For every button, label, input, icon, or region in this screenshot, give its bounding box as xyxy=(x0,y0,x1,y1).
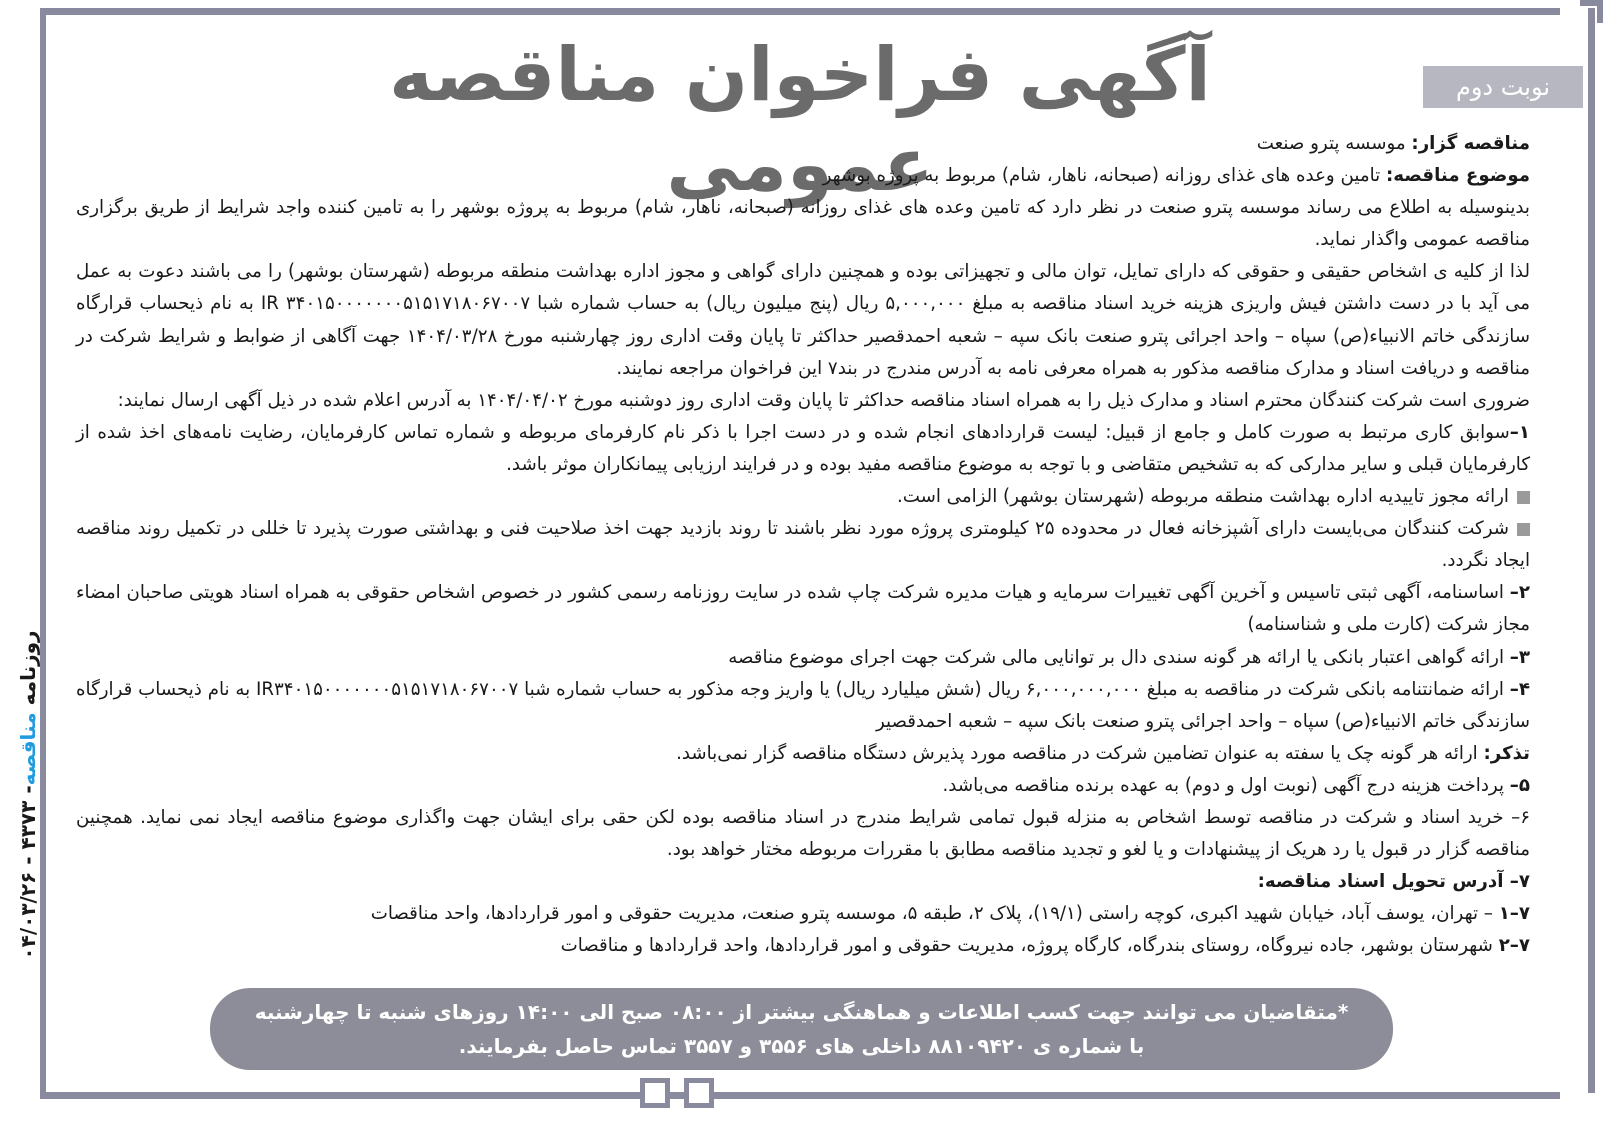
note-line xyxy=(76,738,1530,770)
address-2-number: ۷–۲ xyxy=(1498,935,1530,957)
item-4-number: ۴– xyxy=(1509,678,1530,700)
item-1 xyxy=(76,417,1530,481)
tender-organizer-value: موسسه پترو صنعت xyxy=(1256,133,1412,154)
footer-line-1: *متقاضیان می توانند جهت کسب اطلاعات و هماهنگی بیشتر از ۰۸:۰۰ صبح الی ۱۴:۰۰ روزهای شنبه تا چهارشنبه xyxy=(254,1000,1349,1024)
address-1-text: – تهران، یوسف آباد، خیابان شهید اکبری، کوچه راستی (۱۹/۱)، پلاک ۲، طبقه ۵، موسسه پترو صنعت، مدیریت حقوقی و امور قراردادها، واحد مناقصات xyxy=(370,903,1499,925)
tender-organizer-label: مناقصه گزار: xyxy=(1411,133,1530,154)
item-5-text: پرداخت هزینه درج آگهی (نوبت اول و دوم) به عهده برنده مناقصه می‌باشد. xyxy=(942,774,1510,796)
item-1-text: سوابق کاری مرتبط به صورت کامل و جامع از قبیل: لیست قراردادهای انجام شده و در دست اجرا با ذکر نام کارفرمای مربوطه و شماره تماس کارفرمایان، رضایت نامه‌های اخذ شده از کارفرمایان قبلی و سایر مدارکی که به تشخیص متقاضی و با توجه به موضوع مناقصه مفید بوده و در فرایند ارزیابی پیمانکاران موثر باشد. xyxy=(76,421,1530,475)
edition-badge: نوبت دوم xyxy=(1423,66,1583,108)
ornament-square-icon xyxy=(640,1078,670,1108)
item-3 xyxy=(76,642,1530,674)
newspaper-prefix: روزنامه xyxy=(16,630,40,713)
address-2-text: شهرستان بوشهر، جاده نیروگاه، روستای بندرگاه، کارگاه پروژه، مدیریت حقوقی و امور قراردادها، واحد قراردادها و مناقصات xyxy=(560,935,1499,957)
item-2-text: اساسنامه، آگهی ثبتی تاسیس و آخرین آگهی تغییرات سرمایه و هیات مدیره شرکت چاپ شده در سایت روزنامه رسمی کشور در خصوص اشخاص حقوقی به همراه اسناد هویتی صاحبان امضاء مجاز شرکت (کارت ملی و شناسنامه) xyxy=(76,582,1530,636)
bullet-2 xyxy=(76,513,1530,577)
newspaper-label xyxy=(16,630,40,959)
footer-line-2: با شماره ی ۸۸۱۰۹۴۲۰ داخلی های ۳۵۵۶ و ۳۵۵۷ تماس حاصل بفرمایند. xyxy=(458,1034,1145,1058)
contact-footer xyxy=(210,988,1393,1070)
address-2 xyxy=(76,930,1530,962)
notice-body xyxy=(76,128,1530,962)
address-1-number: ۷–۱ xyxy=(1498,903,1530,925)
bullet-2-text: شرکت کنندگان می‌بایست دارای آشپزخانه فعال در محدوده ۲۵ کیلومتری پروژه مورد نظر باشند تا روند بازدید جهت اخذ صلاحیت فنی و بهداشتی صورت پذیرد تا خللی در تکمیل روند مناقصه ایجاد نگردد. xyxy=(76,518,1530,572)
item-2-number: ۲– xyxy=(1509,582,1530,604)
bullet-1 xyxy=(76,481,1530,513)
item-1-number: ۱– xyxy=(1509,421,1530,443)
item-3-text: ارائه گواهی اعتبار بانکی یا ارائه هر گونه سندی دال بر توانایی مالی شرکت جهت اجرای موضوع مناقصه xyxy=(728,646,1510,668)
issue-info: - ۴۳۷۳ - ۰۴/۰۳/۲۶ xyxy=(16,785,40,960)
frame-bottom-border xyxy=(40,1092,1560,1099)
intro-paragraph: بدینوسیله به اطلاع می رساند موسسه پترو صنعت در نظر دارد که تامین وعده های غذای روزانه (صبحانه، ناهار، شام) مربوط به پروژه بوشهر را به تامین کننده واجد شرایط از طریق برگزاری مناقصه عمومی واگذار نماید. xyxy=(76,197,1530,251)
note-label: تذکر: xyxy=(1483,742,1530,764)
ornament-square-icon xyxy=(684,1078,714,1108)
square-bullet-icon xyxy=(1517,523,1530,536)
tender-subject-label: موضوع مناقصه: xyxy=(1385,165,1530,187)
page-title: آگهی فراخوان مناقصه عمومی xyxy=(389,32,1211,208)
item-4-text: ارائه ضمانتنامه بانکی شرکت در مناقصه به مبلغ ۶,۰۰۰,۰۰۰,۰۰۰ ریال (شش میلیارد ریال) یا واریز وجه مذکور به حساب شماره شبا IR۳۴۰۱۵۰۰۰۰۰۰۰۵۱۵۱۷۱۸۰۶۷۰۰۷ به نام ذیحساب قرارگاه سازندگی خاتم الانبیاء(ص) سپاه – واحد اجرائی پترو صنعت بانک سپه – شعبه احمدقصیر xyxy=(76,678,1530,732)
invitation-paragraph: لذا از کلیه ی اشخاص حقیقی و حقوقی که دارای تمایل، توان مالی و تجهیزاتی بوده و همچنین دارای گواهی و مجوز اداره بهداشت منطقه مربوطه (شهرستان بوشهر) را می باشند دعوت به عمل می آید با در دست داشتن فیش واریزی هزینه خرید اسناد مناقصه به مبلغ ۵,۰۰۰,۰۰۰ ریال (پنج میلیون ریال) به حساب شماره شبا IR ۳۴۰۱۵۰۰۰۰۰۰۰۵۱۵۱۷۱۸۰۶۷۰۰۷ به نام ذیحساب قرارگاه سازندگی خاتم الانبیاء(ص) سپاه – واحد اجرائی پترو صنعت بانک سپه – شعبه احمدقصیر حداکثر تا پایان وقت اداری روز چهارشنبه مورخ ۱۴۰۴/۰۳/۲۸ جهت آگاهی از ضوابط و شرایط شرکت در مناقصه و دریافت اسناد و مدارک مناقصه مذکور به همراه معرفی نامه به آدرس مندرج در بند۷ این فراخوان مراجعه نمایند. xyxy=(76,261,1531,379)
bottom-ornament xyxy=(640,1078,720,1114)
address-1 xyxy=(76,898,1530,930)
item-5 xyxy=(76,770,1530,802)
tender-organizer-line xyxy=(76,128,1530,160)
item-3-number: ۳– xyxy=(1509,646,1530,668)
tender-subject-value: تامین وعده های غذای روزانه (صبحانه، ناهار، شام) مربوط به پروژه بوشهر xyxy=(822,165,1386,187)
item-5-number: ۵– xyxy=(1509,774,1530,796)
item-2 xyxy=(76,577,1530,641)
item-7-heading: ۷– آدرس تحویل اسناد مناقصه: xyxy=(1257,871,1530,893)
requirements-intro: ضروری است شرکت کنندگان محترم اسناد و مدارک ذیل را به همراه اسناد مناقصه حداکثر تا پایان وقت اداری روز دوشنبه مورخ ۱۴۰۴/۰۴/۰۲ به آدرس اعلام شده در ذیل آگهی ارسال نمایند: xyxy=(117,389,1530,411)
tender-subject-line xyxy=(76,160,1530,192)
item-4 xyxy=(76,674,1530,738)
item-6: ۶– خرید اسناد و شرکت در مناقصه توسط اشخاص به منزله قبول تمامی شرایط مندرج در اسناد مناقصه بوده لکن حقی برای ایشان جهت واگذاری موضوع مناقصه ایجاد نمی نماید. همچنین مناقصه گزار در قبول یا رد هریک از پیشنهادات و یا لغو و تجدید مناقصه مطابق با مقررات مربوطه مختار خواهد بود. xyxy=(76,806,1530,861)
newspaper-brand-logo: مناقصه xyxy=(16,712,40,786)
newspaper-sidebar xyxy=(8,630,48,960)
bullet-1-text: ارائه مجوز تاییدیه اداره بهداشت منطقه مربوطه (شهرستان بوشهر) الزامی است. xyxy=(896,486,1509,508)
frame-corner-ornament xyxy=(1580,0,1603,23)
square-bullet-icon xyxy=(1517,491,1530,504)
note-text: ارائه هر گونه چک یا سفته به عنوان تضامین شرکت در مناقصه مورد پذیرش دستگاه مناقصه گزار نمی‌باشد. xyxy=(676,742,1484,764)
frame-top-border xyxy=(40,8,1560,15)
frame-right-border xyxy=(1588,8,1595,1093)
